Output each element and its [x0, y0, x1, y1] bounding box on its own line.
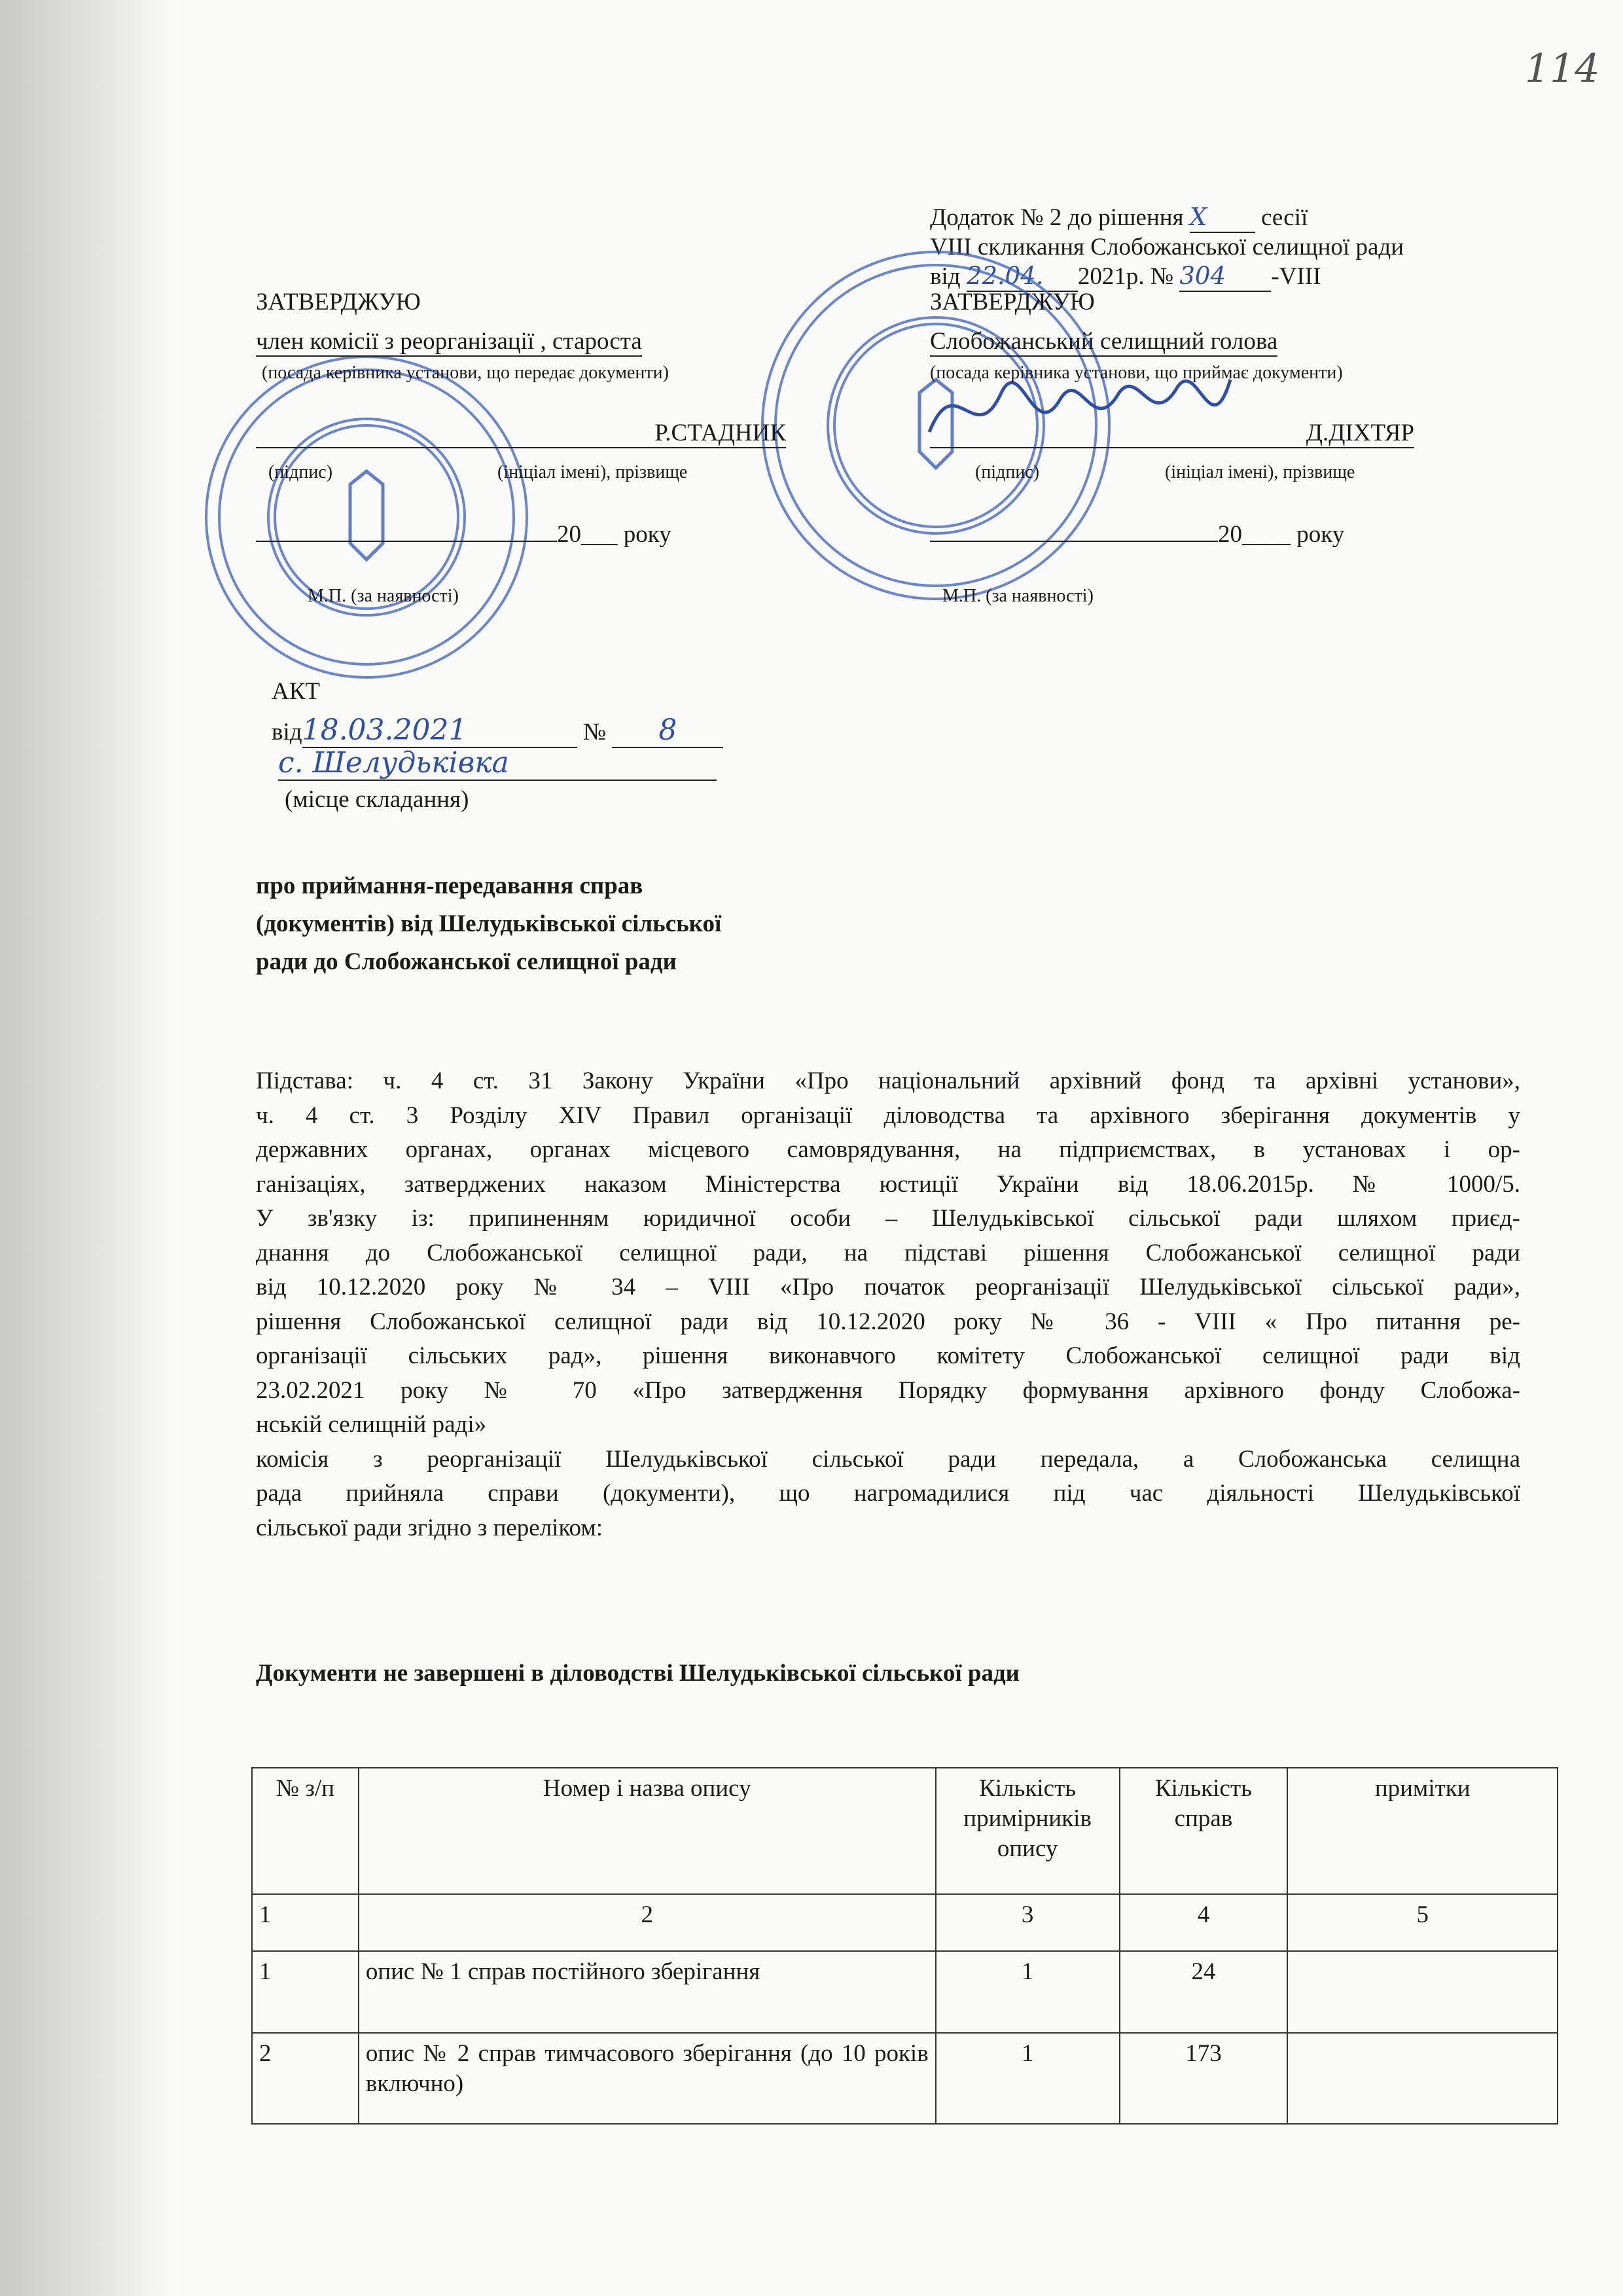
row-copies: 1 — [936, 2033, 1120, 2124]
right-seal-place: М.П. (за наявності) — [942, 586, 1094, 606]
col-num: 5 — [1287, 1894, 1558, 1951]
section-title: Документи не завершені в діловодстві Шелудьківської сільської ради — [256, 1660, 1020, 1687]
col-num: 1 — [252, 1894, 359, 1951]
row-notes — [1287, 1951, 1558, 2033]
body-line: ч. 4 ст. 3 Розділу XIV Правил організації діловодства та архівного зберігання документів у — [256, 1102, 1520, 1129]
body-line: Підстава: ч. 4 ст. 31 Закону України «Про національний архівний фонд та архівні установи», — [256, 1067, 1520, 1094]
right-year — [930, 520, 1344, 548]
row-cases: 24 — [1120, 1951, 1288, 2033]
left-sign-hint: (підпис) — [268, 462, 333, 482]
subject-line: про приймання-передавання справ — [256, 872, 643, 899]
body-line: від 10.12.2020 року № 34 – VIII «Про початок реорганізації Шелудьківської сільської ради», — [256, 1274, 1520, 1300]
left-seal-stamp — [196, 347, 537, 687]
body-line: нській селищній раді» — [256, 1411, 487, 1438]
table-header-row — [252, 1768, 1558, 1894]
act-title: АКТ — [272, 678, 320, 705]
col-num: 2 — [359, 1894, 936, 1951]
decision-number: 304 — [1179, 262, 1271, 292]
left-position-hint: (посада керівника установи, що передає документи) — [262, 363, 669, 383]
body-line: рада прийняла справи (документи), що нагромадилися під час діяльності Шелудьківської — [256, 1480, 1520, 1507]
right-approve-position: Слобожанський селищний голова — [930, 327, 1277, 357]
addendum-text: Додаток № 2 до рішення — [930, 204, 1190, 231]
row-name: опис № 1 справ постійного зберігання — [359, 1951, 936, 2033]
body-line: 23.02.2021 року № 70 «Про затвердження Порядку формування архівного фонду Слобожа- — [256, 1376, 1520, 1404]
body-line: сільської ради згідно з переліком: — [256, 1514, 603, 1541]
left-approve-position: член комісії з реорганізації , староста — [256, 327, 642, 357]
act-date-line — [272, 713, 723, 748]
body-line: рішення Слобожанської селищної ради від 10.12.2020 року № 36 - VIII « Про питання ре- — [256, 1308, 1520, 1335]
header-notes: примітки — [1287, 1768, 1558, 1894]
page-number: 114 — [1525, 46, 1600, 92]
row-notes — [1287, 2033, 1558, 2124]
scan-shadow — [0, 0, 177, 2296]
documents-table — [251, 1767, 1558, 2125]
body-line: організації сільських рад», рішення виконавчого комітету Слобожанської селищної ради від — [256, 1342, 1520, 1369]
right-name-hint: (ініціал імені), прізвище — [1165, 462, 1355, 482]
body-line: комісія з реорганізації Шелудьківської сільської ради передала, а Слобожанська селищна — [256, 1445, 1520, 1473]
right-sign-hint: (підпис) — [975, 462, 1040, 482]
right-signer-name: Д.ДІХТЯР — [930, 419, 1414, 448]
row-copies: 1 — [936, 1951, 1120, 2033]
act-date: 18.03.2021 — [302, 713, 577, 748]
act-number: 8 — [612, 713, 723, 748]
table-row — [252, 2033, 1558, 2124]
left-approve-title: ЗАТВЕРДЖУЮ — [256, 289, 421, 315]
header-name: Номер і назва опису — [359, 1768, 936, 1894]
left-name-hint: (ініціал імені), прізвище — [497, 462, 688, 482]
right-position-hint: (посада керівника установи, що приймає документи) — [930, 363, 1343, 383]
body-line: днання до Слобожанської селищної ради, на підставі рішення Слобожанської селищної ради — [256, 1239, 1520, 1266]
act-place-hint: (місце складання) — [285, 786, 469, 813]
act-number-label: № — [582, 719, 607, 745]
session-number: X — [1190, 203, 1255, 233]
right-year-text: 20____ року — [1218, 521, 1345, 548]
left-seal-place: М.П. (за наявності) — [308, 586, 459, 606]
act-date-label: від — [272, 719, 302, 745]
left-signer-name: Р.СТАДНИК — [256, 419, 786, 448]
left-year-text: 20___ року — [557, 521, 671, 548]
addendum-text: VIII скликання Слобожанської селищної ради — [930, 234, 1404, 260]
col-num: 4 — [1120, 1894, 1288, 1951]
right-approve-title: ЗАТВЕРДЖУЮ — [930, 289, 1095, 315]
row-number: 2 — [252, 2033, 359, 2124]
left-year — [256, 520, 671, 548]
addendum-text: сесії — [1255, 204, 1308, 231]
row-name: опис № 2 справ тимчасового зберігання (до 10 років включно) — [359, 2033, 936, 2124]
addendum-text: -VIII — [1271, 263, 1321, 290]
subject-line: (документів) від Шелудьківської сільської — [256, 910, 722, 937]
act-subject — [256, 867, 721, 981]
table-numbering-row — [252, 1894, 1558, 1951]
act-place: с. Шелудьківка — [278, 746, 717, 781]
addendum-text: від — [930, 263, 967, 290]
table-row — [252, 1951, 1558, 2033]
body-line: ганізаціях, затверджених наказом Міністерства юстиції України від 18.06.2015р. № 1000/5. — [256, 1170, 1520, 1198]
body-line: державних органах, органах місцевого самоврядування, на підприємствах, в установах і ор- — [256, 1136, 1520, 1163]
header-cases: Кількість справ — [1120, 1768, 1288, 1894]
addendum-text: 2021р. № — [1077, 263, 1180, 290]
row-number: 1 — [252, 1951, 359, 2033]
col-num: 3 — [936, 1894, 1120, 1951]
header-copies: Кількість примірників опису — [936, 1768, 1120, 1894]
subject-line: ради до Слобожанської селищної ради — [256, 948, 677, 975]
header-number: № з/п — [252, 1768, 359, 1894]
body-line: У зв'язку із: припиненням юридичної особи – Шелудьківської сільської ради шляхом приєд- — [256, 1205, 1520, 1232]
row-cases: 173 — [1120, 2033, 1288, 2124]
decision-date: 22.04. — [967, 262, 1078, 292]
